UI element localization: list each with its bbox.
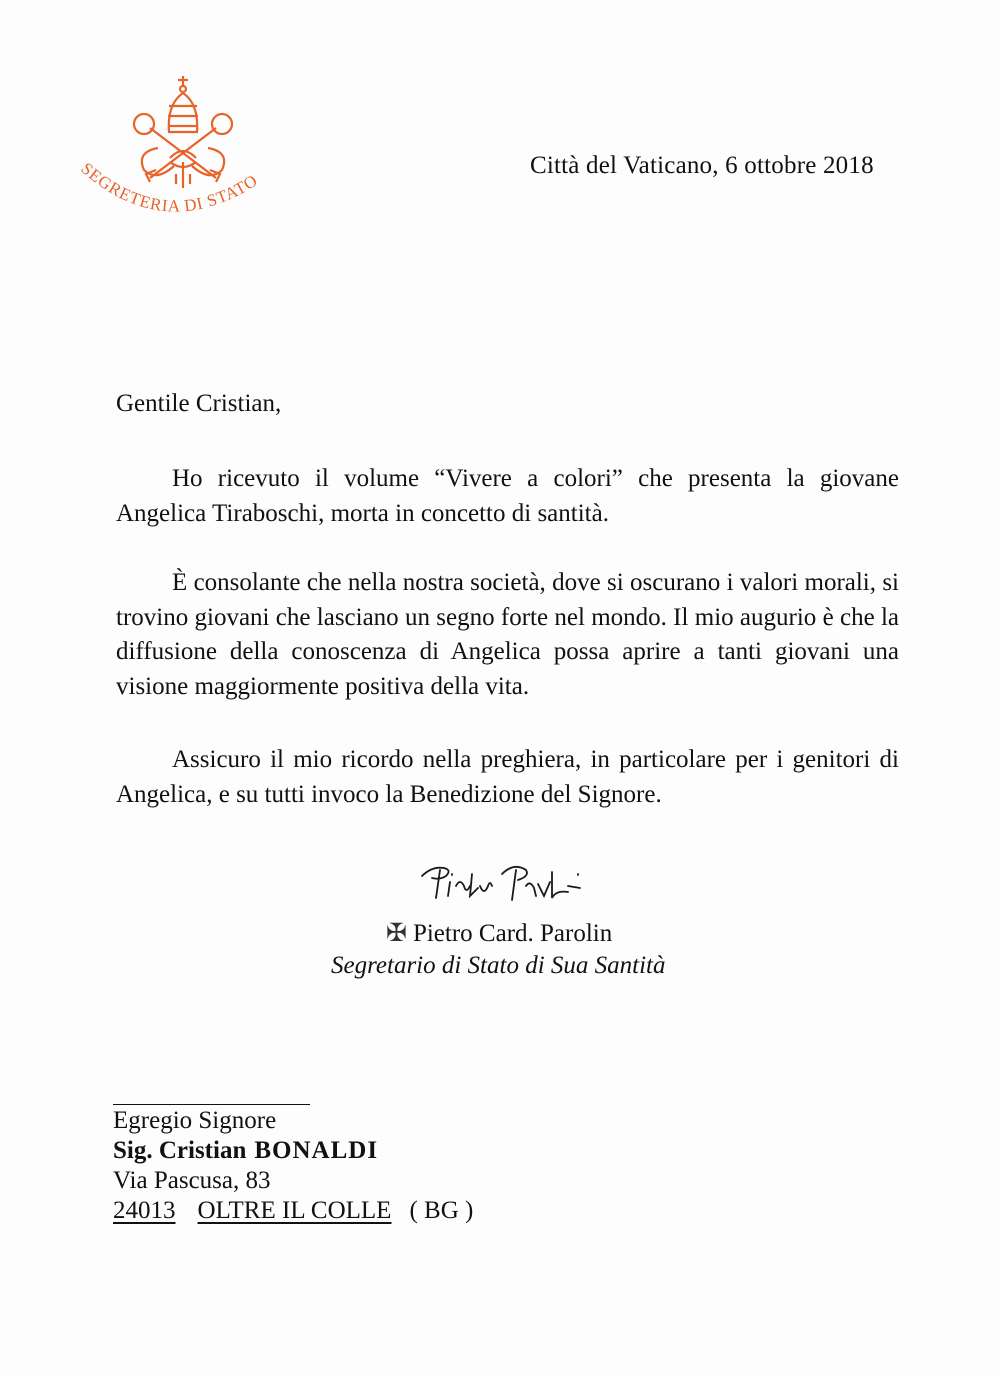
signer-title: Segretario di Stato di Sua Santità	[331, 952, 666, 979]
handwritten-signature	[418, 852, 598, 908]
addressee-courtesy: Egregio Signore	[113, 1107, 277, 1134]
addressee-city-line	[113, 1197, 473, 1225]
signer-name	[386, 918, 612, 948]
papal-crest-seal	[70, 70, 310, 235]
office-seal-text: SEGRETERIA DI STATO	[77, 158, 262, 216]
addressee-given-name: Sig. Cristian	[113, 1137, 247, 1164]
addressee-surname: BONALDI	[254, 1137, 379, 1164]
addressee-name	[113, 1137, 378, 1165]
svg-text:SEGRETERIA DI STATO	[77, 159, 261, 216]
signer-name-text: Pietro Card. Parolin	[412, 920, 613, 947]
addressee-city: OLTRE IL COLLE	[197, 1197, 392, 1224]
body-paragraph: Ho ricevuto il volume “Vivere a colori” che presenta la giovane Angelica Tiraboschi, morta in concetto di santità.	[116, 465, 899, 527]
body-paragraph: È consolante che nella nostra società, dove si oscurano i valori morali, si trovino giovani che lasciano un segno forte nel mondo. Il mio augurio è che la diffusione della conoscenza di Angelica possa aprire a tanti giovani una visione maggiormente positiva della vita.	[116, 569, 899, 700]
addressee-street: Via Pascusa, 83	[113, 1167, 271, 1194]
date-line: Città del Vaticano, 6 ottobre 2018	[530, 152, 874, 179]
addressee-province: ( BG )	[409, 1197, 474, 1224]
tiara-crest-icon	[134, 76, 232, 188]
body-paragraph: Assicuro il mio ricordo nella preghiera, in particolare per i genitori di Angelica, e su tutti invoco la Benedizione del Signore.	[116, 746, 899, 808]
addressee-postal-code: 24013	[113, 1197, 176, 1224]
salutation: Gentile Cristian,	[116, 390, 282, 417]
address-divider	[113, 1104, 310, 1105]
cross-icon: ✠	[386, 920, 407, 947]
